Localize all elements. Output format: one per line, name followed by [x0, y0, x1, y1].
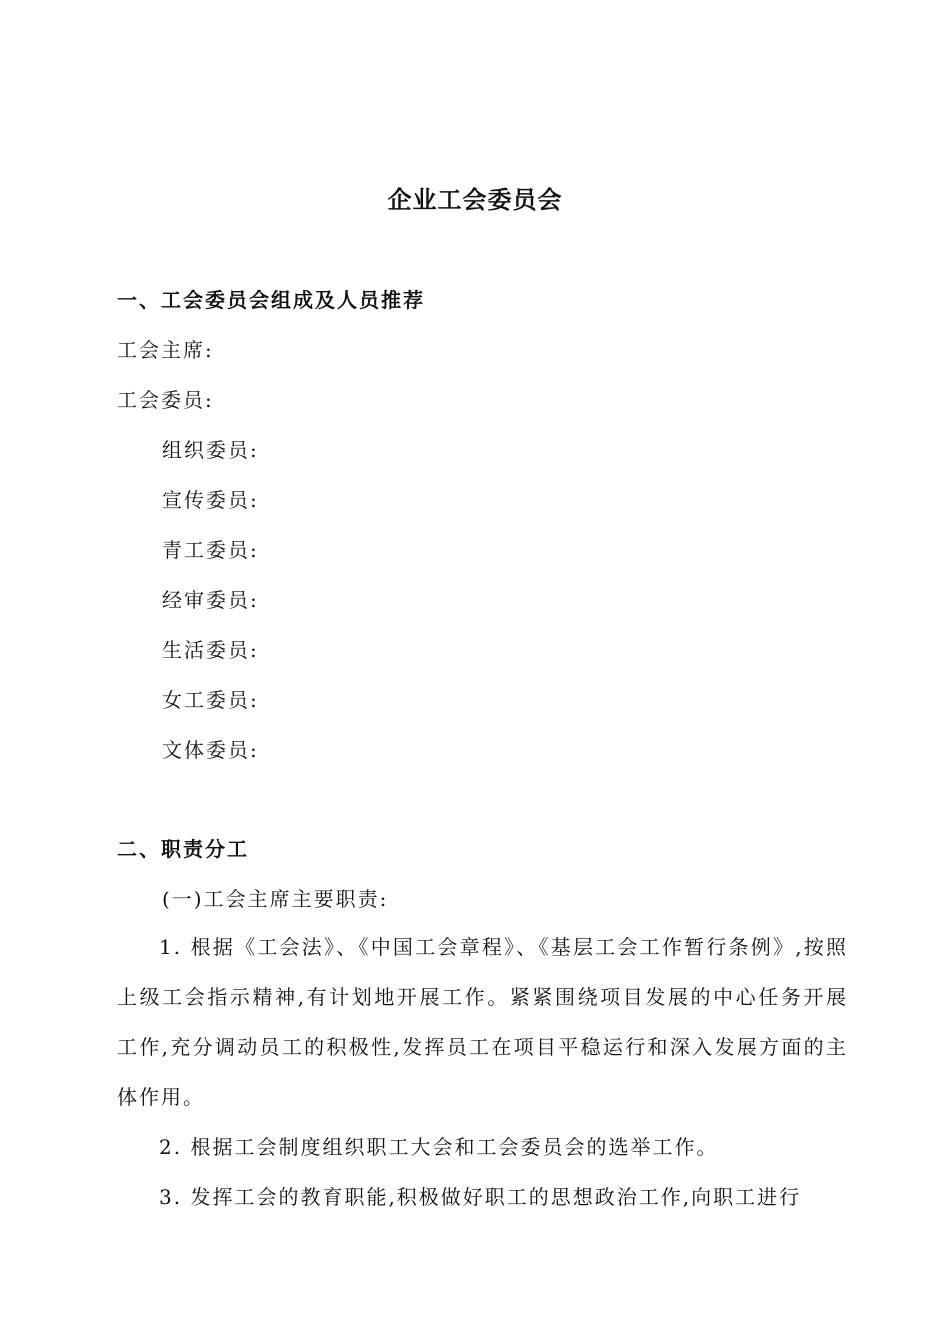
duty-item-3: 3. 发挥工会的教育职能,积极做好职工的思想政治工作,向职工进行	[159, 1185, 802, 1209]
member-publicity: 宣传委员:	[162, 488, 259, 512]
member-culture: 文体委员:	[162, 738, 259, 762]
member-youth: 青工委员:	[162, 538, 259, 562]
subsection-heading-chairman-duties: (一)工会主席主要职责:	[162, 887, 389, 911]
members-label: 工会委员:	[117, 388, 214, 412]
document-title: 企业工会委员会	[387, 186, 563, 214]
member-women: 女工委员:	[162, 688, 259, 712]
section-heading-composition: 一、工会委员会组成及人员推荐	[117, 288, 425, 312]
duty-item-1: 1. 根据《工会法》、《中国工会章程》、《基层工会工作暂行条例》,按照上级工会指示精神,有计划地开展工作。紧紧围绕项目发展的中心任务开展工作,充分调动员工的积极性,发挥员工在项目平稳运行和深入发展方面的主体作用。	[117, 935, 848, 1109]
member-organization: 组织委员:	[162, 438, 259, 462]
chairman-label: 工会主席:	[117, 338, 214, 362]
member-welfare: 生活委员:	[162, 638, 259, 662]
member-audit: 经审委员:	[162, 588, 259, 612]
duty-item-2: 2. 根据工会制度组织职工大会和工会委员会的选举工作。	[159, 1135, 719, 1159]
section-heading-duties: 二、职责分工	[117, 837, 249, 861]
